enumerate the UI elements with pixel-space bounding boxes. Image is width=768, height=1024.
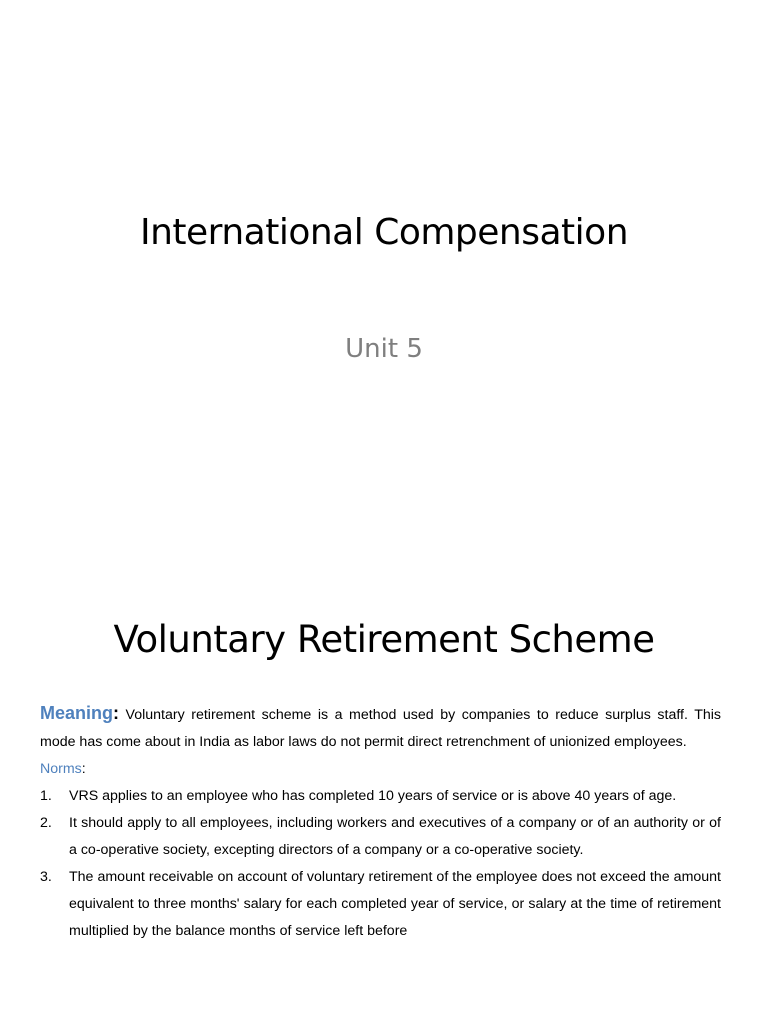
norms-heading: Norms: xyxy=(40,761,86,777)
list-item-number: 1. xyxy=(40,788,52,804)
list-item xyxy=(40,810,721,864)
presentation-subtitle: Unit 5 xyxy=(345,334,423,364)
meaning-text: Voluntary retirement scheme is a method used by companies to reduce surplus staff. This mode has come about in India as labor laws do not permit direct retrenchment of unionized employees. xyxy=(40,707,721,750)
list-item-text: The amount receivable on account of voluntary retirement of the employee does not exceed the amount equivalent to three months' salary for each completed year of service, or salary at the time of retirement multiplied by the balance months of service left before xyxy=(69,869,721,939)
list-item-number: 3. xyxy=(40,869,52,885)
list-item xyxy=(40,864,721,945)
slide-body xyxy=(40,700,721,945)
meaning-label: Meaning: xyxy=(40,703,120,723)
norms-label: Norms xyxy=(40,761,82,777)
norms-list xyxy=(40,783,721,945)
list-item-number: 2. xyxy=(40,815,52,831)
slide-vrs xyxy=(0,576,768,1024)
list-item-text: It should apply to all employees, including workers and executives of a company or of an authority or of a co-operative society, excepting directors of a company or a co-operative society. xyxy=(69,815,721,858)
slide-heading: Voluntary Retirement Scheme xyxy=(113,618,655,661)
meaning-paragraph xyxy=(40,700,721,756)
list-item-text: VRS applies to an employee who has completed 10 years of service or is above 40 years of age. xyxy=(69,788,677,804)
list-item xyxy=(40,783,721,810)
presentation-title: International Compensation xyxy=(139,212,629,253)
